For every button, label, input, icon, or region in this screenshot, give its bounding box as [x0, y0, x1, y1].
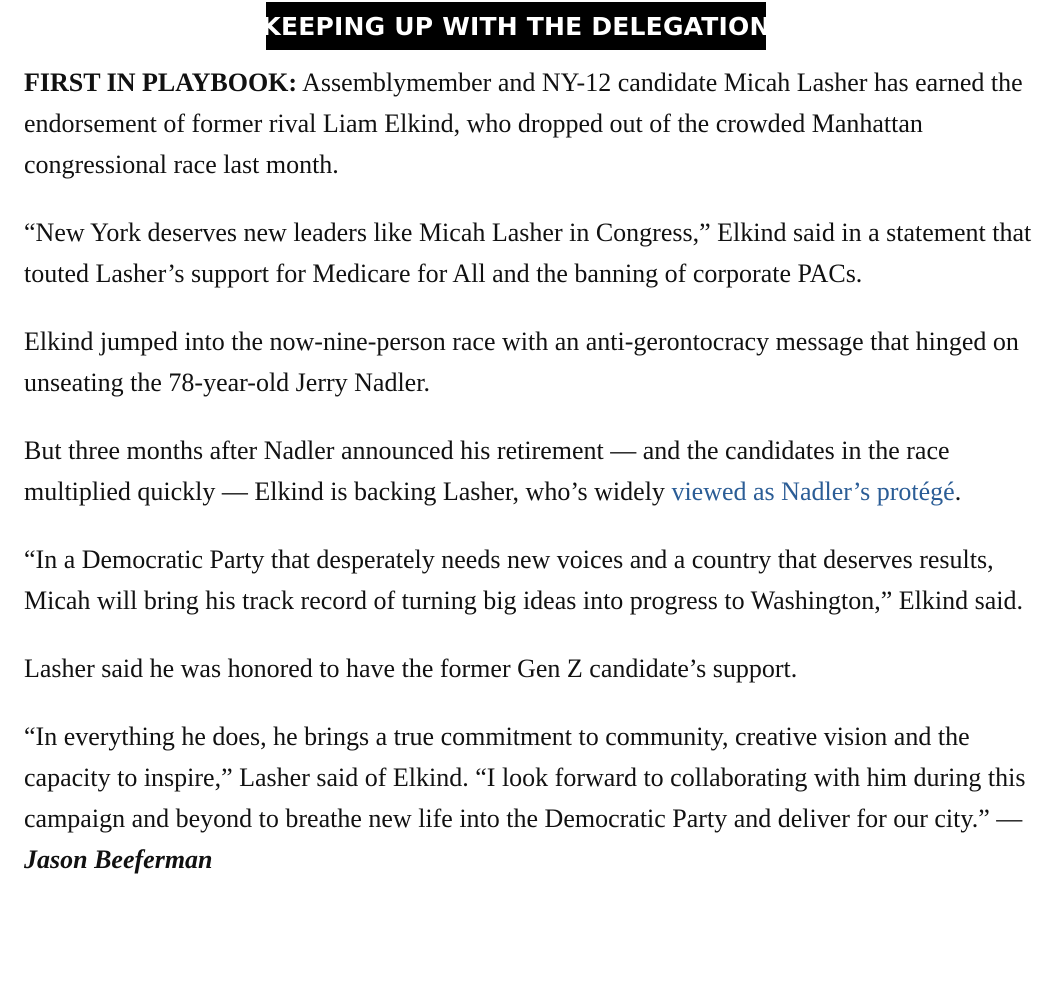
paragraph-4-text: But three months after Nadler announced his retirement — and the candidates in the race multiplied quickly — Elkind is backing Lasher, who’s widely — [24, 436, 950, 506]
author-byline: Jason Beeferman — [24, 845, 213, 874]
paragraph-1 — [24, 62, 1034, 185]
paragraph-3: Elkind jumped into the now-nine-person race with an anti-gerontocracy message that hinged on unseating the 78-year-old Jerry Nadler. — [24, 327, 1019, 397]
paragraph-2: “New York deserves new leaders like Micah Lasher in Congress,” Elkind said in a statement that touted Lasher’s support for Medicare for All and the banning of corporate PACs. — [24, 218, 1032, 288]
protege-link[interactable]: viewed as Nadler’s protégé — [671, 477, 955, 506]
paragraph-7-text: “In everything he does, he brings a true commitment to community, creative vision and the capacity to inspire,” Lasher said of Elkind. “I look forward to collaborating with him during this campaign and beyond to breathe new life into the Democratic Party and deliver for our city.” — — [24, 722, 1026, 833]
paragraph-1-text: Assemblymember and NY-12 candidate Micah Lasher has earned the endorsement of former rival Liam Elkind, who dropped out of the crowded Manhattan congressional race last month. — [24, 68, 1023, 179]
article-body — [24, 62, 1034, 880]
paragraph-5: “In a Democratic Party that desperately needs new voices and a country that deserves results, Micah will bring his track record of turning big ideas into progress to Washington,” Elkind said. — [24, 545, 1023, 615]
paragraph-4-end: . — [954, 477, 962, 506]
paragraph-4 — [24, 430, 1034, 512]
paragraph-7 — [24, 716, 1034, 880]
section-banner: KEEPING UP WITH THE DELEGATION — [266, 2, 766, 50]
paragraph-6: Lasher said he was honored to have the former Gen Z candidate’s support. — [24, 654, 798, 683]
lead-label: FIRST IN PLAYBOOK: — [24, 68, 298, 97]
